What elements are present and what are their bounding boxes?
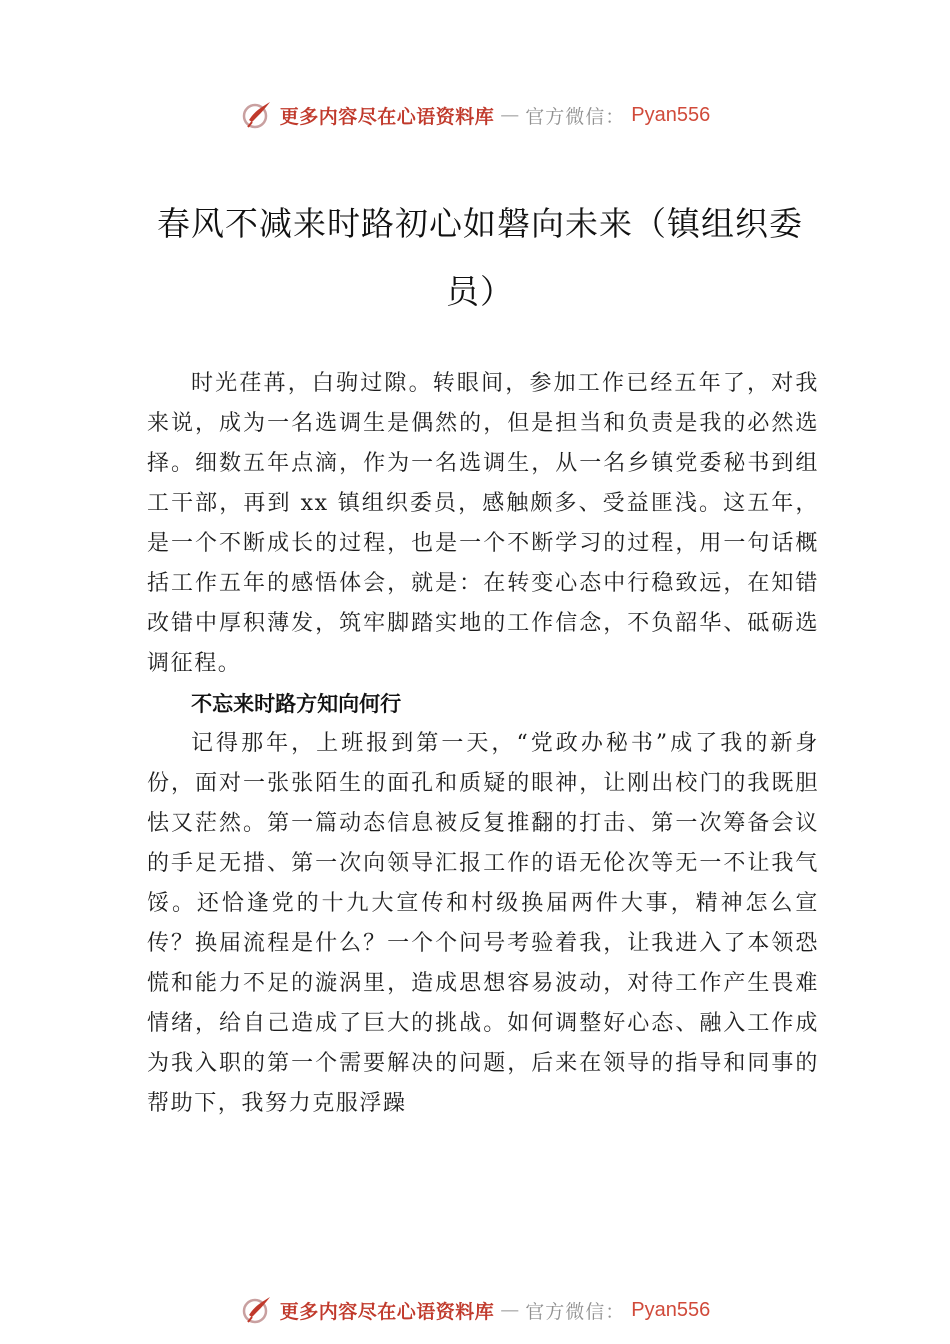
paragraph-1: 时光荏苒，白驹过隙。转眼间，参加工作已经五年了，对我来说，成为一名选调生是偶然的，但是担当和负责是我的必然选择。细数五年点滴，作为一名选调生，从一名乡镇党委秘书到组工干部，再到 xx 镇组织委员，感触颇多、受益匪浅。这五年，是一个不断成长的过程，也是一个不断学习的过程，用一句话概括工作五年的感悟体会，就是：在转变心态中行稳致远，在知错改错中厚积薄发，筑牢脚踏实地的工作信念，不负韶华、砥砺选调征程。 [147,371,819,676]
banner-separator: — [500,104,520,126]
library-text: 更多内容尽在心语资料库 [279,1300,495,1323]
footer-banner [0,1290,950,1330]
wechat-id: Pyan556 [631,103,711,126]
document-title: 春风不减来时路初心如磐向未来（镇组织委员） [157,204,803,311]
document-body [147,364,819,1124]
library-text: 更多内容尽在心语资料库 [279,105,495,128]
quill-heart-logo-icon [240,1293,274,1327]
wechat-id: Pyan556 [631,1298,711,1321]
quill-heart-logo-icon [240,98,274,132]
header-banner [0,95,950,135]
section-heading: 不忘来时路方知向何行 [191,692,402,716]
paragraph-2: 记得那年，上班报到第一天，“党政办秘书”成了我的新身份，面对一张张陌生的面孔和质疑的眼神，让刚出校门的我既胆怯又茫然。第一篇动态信息被反复推翻的打击、第一次筹备会议的手足无措、第一次向领导汇报工作的语无伦次等无一不让我气馁。还恰逢党的十九大宣传和村级换届两件大事，精神怎么宣传？换届流程是什么？一个个问号考验着我，让我进入了本领恐慌和能力不足的漩涡里，造成思想容易波动，对待工作产生畏难情绪，给自己造成了巨大的挑战。如何调整好心态、融入工作成为我入职的第一个需要解决的问题，后来在领导的指导和同事的帮助下，我努力克服浮躁 [147,731,819,1116]
wechat-label: 官方微信： [525,1300,626,1323]
wechat-label: 官方微信： [525,105,626,128]
banner-separator: — [500,1299,520,1321]
